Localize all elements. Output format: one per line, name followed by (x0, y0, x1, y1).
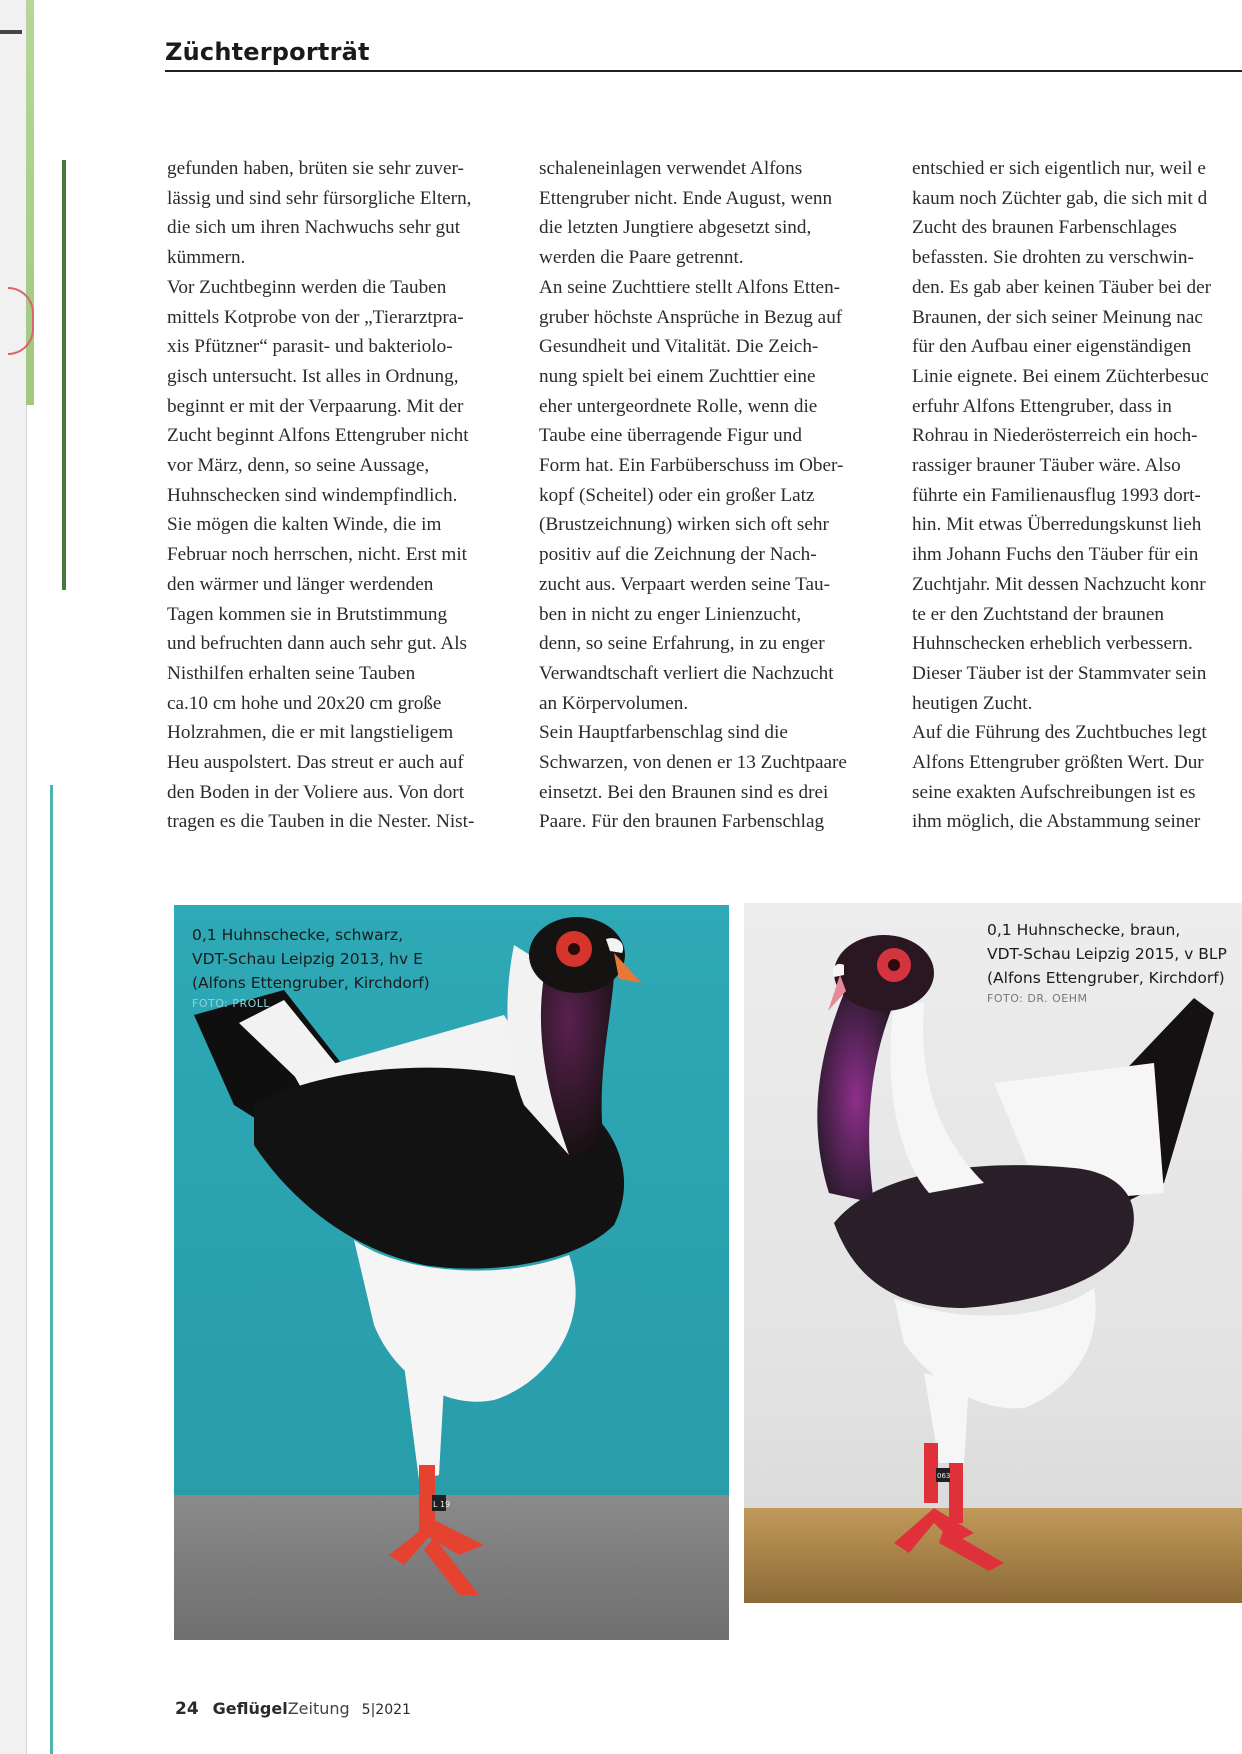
text-line: eher untergeordnete Rolle, wenn die (539, 395, 818, 417)
text-line: Zucht beginnt Alfons Ettengruber nicht (167, 425, 469, 447)
text-line: die sich um ihren Nachwuchs sehr gut (167, 217, 461, 239)
text-line: gefunden haben, brüten sie sehr zuver- (167, 158, 464, 179)
page-header (165, 38, 1242, 74)
text-line: beginnt er mit der Verpaarung. Mit der (167, 395, 464, 417)
text-line: vor März, denn, so seine Aussage, (167, 455, 430, 477)
photo-black-pigeon (174, 905, 729, 1640)
text-line: kaum noch Züchter gab, die sich mit d (912, 187, 1208, 209)
text-line: Zuchtjahr. Mit dessen Nachzucht konr (912, 573, 1206, 595)
section-title: Züchterporträt (165, 38, 370, 66)
text-line: an Körpervolumen. (539, 692, 689, 714)
text-line: Braunen, der sich seiner Meinung nac (912, 306, 1203, 328)
text-line: xis Pfützner“ parasit- und bakteriolo- (167, 336, 453, 358)
text-line: denn, so seine Erfahrung, in zu enger (539, 633, 825, 655)
page-number: 24 (175, 1699, 199, 1719)
text-line: Holzrahmen, die er mit langstieligem (167, 722, 454, 744)
text-line: An seine Zuchttiere stellt Alfons Etten- (539, 276, 841, 298)
text-line: seine exakten Aufschreibungen ist es (912, 781, 1196, 803)
black-pigeon-illustration (174, 905, 729, 1640)
photo-credit: FOTO: DR. OEHM (987, 992, 1088, 1005)
text-line: te er den Zuchtstand der braunen (912, 603, 1164, 625)
text-line: Verwandtschaft verliert die Nachzucht (539, 662, 834, 684)
text-line: zucht aus. Verpaart werden seine Tau- (539, 573, 830, 595)
text-line: Februar noch herrschen, nicht. Erst mit (167, 544, 467, 566)
text-line: mittels Kotprobe von der „Tierarztpra- (167, 306, 464, 328)
text-line: einsetzt. Bei den Braunen sind es drei (539, 781, 829, 803)
text-line: werden die Paare getrennt. (539, 247, 744, 269)
pigeon-thigh (404, 1365, 444, 1480)
text-line: Gesundheit und Vitalität. Die Zeich- (539, 336, 819, 358)
text-line: entschied er sich eigentlich nur, weil e (912, 158, 1206, 179)
caption-line: VDT-Schau Leipzig 2015, v BLP (987, 945, 1227, 963)
text-line: nung spielt bei einem Zuchttier eine (539, 365, 816, 387)
leg-ring-label: 063 (937, 1472, 951, 1480)
pigeon-beak-wattle (833, 964, 844, 977)
text-line: gruber höchste Ansprüche in Bezug auf (539, 306, 843, 328)
text-line: erfuhr Alfons Ettengruber, dass in (912, 395, 1172, 417)
scan-edge-color-strip (62, 160, 66, 590)
pigeon-wing (834, 1165, 1134, 1308)
text-line: Sein Hauptfarbenschlag sind die (539, 722, 788, 744)
text-line: Zucht des braunen Farbenschlages (912, 217, 1177, 239)
text-line: Auf die Führung des Zuchtbuches legt (912, 722, 1207, 744)
text-line: Ettengruber nicht. Ende August, wenn (539, 187, 833, 209)
pigeon-leg (924, 1443, 938, 1503)
issue-number: 5|2021 (361, 1702, 411, 1718)
text-line: führte ein Familienausflug 1993 dort- (912, 484, 1201, 506)
text-line: Schwarzen, von denen er 13 Zuchtpaare (539, 752, 847, 774)
text-line: Linie eignete. Bei einem Züchterbesuc (912, 365, 1209, 387)
text-line: hin. Mit etwas Überredungskunst lieh (912, 514, 1202, 536)
caption-line: 0,1 Huhnschecke, braun, (987, 921, 1181, 939)
photo-floor (744, 1508, 1242, 1603)
text-line: Huhnschecken erheblich verbessern. (912, 633, 1193, 655)
caption-line: 0,1 Huhnschecke, schwarz, (192, 926, 404, 944)
pigeon-eye (568, 943, 580, 955)
caption-line: (Alfons Ettengruber, Kirchdorf) (987, 969, 1225, 987)
text-line: heutigen Zucht. (912, 692, 1033, 714)
text-line: und befruchten dann auch sehr gut. Als (167, 633, 467, 655)
scan-edge (0, 0, 27, 1754)
text-line: Nisthilfen erhalten seine Tauben (167, 662, 416, 684)
photo-brown-pigeon (744, 903, 1242, 1603)
magazine-name-light: Zeitung (287, 1699, 350, 1718)
caption-line: VDT-Schau Leipzig 2013, hv E (192, 950, 423, 968)
text-line: kopf (Scheitel) oder ein großer Latz (539, 484, 815, 506)
pigeon-belly (894, 1288, 1096, 1408)
text-line: Paare. Für den braunen Farbenschlag (539, 811, 825, 833)
brown-pigeon-illustration (744, 903, 1242, 1603)
text-line: schaleneinlagen verwendet Alfons (539, 158, 803, 179)
text-line: Dieser Täuber ist der Stammvater sein (912, 662, 1207, 684)
page-footer (175, 1699, 411, 1719)
text-line: Alfons Ettengruber größten Wert. Dur (912, 752, 1204, 774)
leg-ring-label: L 19 (433, 1500, 451, 1509)
photo-caption-black (192, 923, 430, 1013)
pigeon-leg (949, 1463, 963, 1523)
header-divider (165, 70, 1242, 72)
text-line: den wärmer und länger werdenden (167, 573, 434, 595)
pigeon-neck-white (890, 1003, 984, 1193)
text-line: Sie mögen die kalten Winde, die im (167, 514, 442, 536)
text-line: Huhnschecken sind windempfindlich. (167, 484, 458, 506)
text-line: Vor Zuchtbeginn werden die Tauben (167, 276, 447, 298)
text-line: die letzten Jungtiere abgesetzt sind, (539, 217, 812, 239)
text-column-2 (539, 154, 884, 837)
text-line: Tagen kommen sie in Brutstimmung (167, 603, 448, 625)
text-line: tragen es die Tauben in die Nester. Nist- (167, 811, 475, 833)
text-line: ihm möglich, die Abstammung seiner (912, 811, 1201, 833)
text-line: ca.10 cm hohe und 20x20 cm große (167, 692, 442, 714)
text-line: befassten. Sie drohten zu verschwin- (912, 247, 1194, 269)
text-line: Rohrau in Niederösterreich ein hoch- (912, 425, 1198, 447)
pigeon-eye (888, 959, 900, 971)
text-line: positiv auf die Zeichnung der Nach- (539, 544, 817, 566)
text-line: den. Es gab aber keinen Täuber bei der (912, 276, 1212, 298)
text-line: Taube eine überragende Figur und (539, 425, 802, 447)
text-line: rassiger brauner Täuber wäre. Also (912, 455, 1181, 477)
scan-edge-color-strip (50, 785, 53, 1754)
text-line: Form hat. Ein Farbüberschuss im Ober- (539, 455, 844, 477)
text-line: ben in nicht zu enger Linienzucht, (539, 603, 802, 625)
text-line: gisch untersucht. Ist alles in Ordnung, (167, 365, 459, 387)
photo-credit: FOTO: PROLL (192, 997, 271, 1010)
text-line: (Brustzeichnung) wirken sich oft sehr (539, 514, 829, 536)
text-line: Heu auspolstert. Das streut er auch auf (167, 752, 464, 774)
caption-line: (Alfons Ettengruber, Kirchdorf) (192, 974, 430, 992)
photo-caption-brown (987, 918, 1227, 1008)
scan-edge-mark (0, 30, 22, 34)
text-column-3 (912, 154, 1242, 837)
text-line: kümmern. (167, 247, 246, 269)
text-line: den Boden in der Voliere aus. Von dort (167, 781, 465, 803)
text-line: für den Aufbau einer eigenständigen (912, 336, 1192, 358)
text-line: ihm Johann Fuchs den Täuber für ein (912, 544, 1199, 566)
text-line: lässig und sind sehr fürsorgliche Eltern, (167, 187, 472, 209)
pigeon-neck (817, 993, 894, 1203)
text-column-1 (167, 154, 512, 837)
magazine-name-bold: Geflügel (212, 1699, 288, 1718)
